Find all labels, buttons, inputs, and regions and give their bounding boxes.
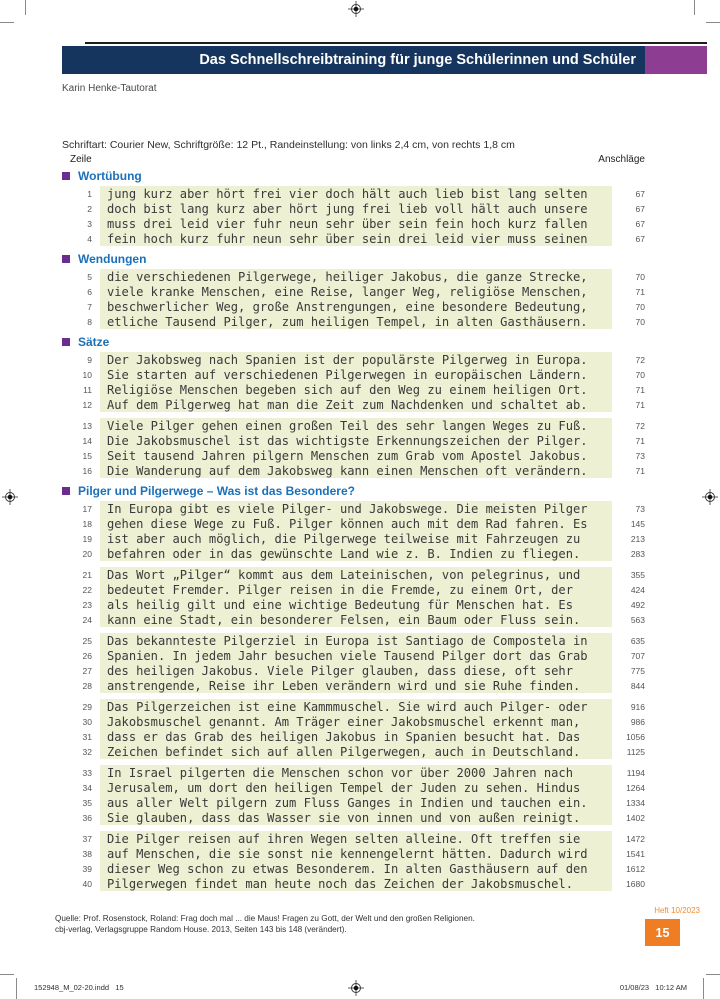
line-text: auf Menschen, die sie sonst nie kennengelernt hätten. Dadurch wird (100, 846, 612, 861)
line-number: 35 (82, 797, 92, 808)
line-number: 38 (82, 848, 92, 859)
page-number: 15 (655, 925, 670, 940)
line-row (62, 876, 645, 891)
registration-mark-icon (702, 489, 718, 505)
stroke-count: 71 (635, 399, 645, 410)
line-number: 39 (82, 863, 92, 874)
stroke-count: 916 (630, 701, 645, 712)
line-row (62, 648, 645, 663)
page-number-badge (645, 919, 680, 946)
line-number: 34 (82, 782, 92, 793)
section-bullet-icon (62, 172, 70, 180)
line-number: 32 (82, 746, 92, 757)
exercise-section (62, 169, 645, 246)
issue-label: Heft 10/2023 (654, 906, 700, 915)
stroke-count: 71 (635, 384, 645, 395)
section-title: Wendungen (78, 252, 147, 266)
stroke-count: 424 (630, 584, 645, 595)
registration-mark-icon (348, 1, 364, 17)
stroke-count: 1402 (626, 812, 645, 823)
line-text: aus aller Welt pilgern zum Fluss Ganges in Indien und tauchen ein. (100, 795, 612, 810)
line-text: Seit tausend Jahren pilgern Menschen zum Grab vom Apostel Jakobus. (100, 448, 612, 463)
source-line-1: Quelle: Prof. Rosenstock, Roland: Frag doch mal ... die Maus! Fragen zu Gott, der Welt und den großen Religionen. (55, 914, 475, 923)
line-row (62, 352, 645, 367)
line-number: 40 (82, 878, 92, 889)
line-number: 28 (82, 680, 92, 691)
line-row (62, 744, 645, 759)
stroke-count: 73 (635, 450, 645, 461)
line-text: anstrengende, Reise ihr Leben verändern wird und sie Ruhe finden. (100, 678, 612, 693)
line-number: 29 (82, 701, 92, 712)
line-row (62, 269, 645, 284)
line-text: als heilig gilt und eine wichtige Bedeutung für Menschen hat. Es (100, 597, 612, 612)
stroke-count: 775 (630, 665, 645, 676)
column-header-zeile: Zeile (70, 154, 92, 165)
stroke-count: 1264 (626, 782, 645, 793)
stroke-count: 1194 (626, 767, 645, 778)
crop-mark (0, 22, 14, 23)
line-row (62, 216, 645, 231)
line-number: 14 (82, 435, 92, 446)
line-number: 27 (82, 665, 92, 676)
crop-mark (706, 22, 720, 23)
line-number: 11 (83, 384, 92, 395)
line-group (62, 501, 645, 561)
line-row (62, 795, 645, 810)
line-text: gehen diese Wege zu Fuß. Pilger können auch mit dem Rad fahren. Es (100, 516, 612, 531)
line-row (62, 531, 645, 546)
line-row (62, 678, 645, 693)
footer-datetime: 01/08/23 10:12 AM (619, 983, 687, 992)
line-text: kann eine Stadt, ein besonderer Felsen, ein Baum oder Fluss sein. (100, 612, 612, 627)
line-row (62, 186, 645, 201)
line-row (62, 433, 645, 448)
line-number: 4 (87, 233, 92, 244)
line-text: Das bekannteste Pilgerziel in Europa ist Santiago de Compostela in (100, 633, 612, 648)
stroke-count: 67 (635, 233, 645, 244)
section-header (62, 484, 645, 498)
line-row (62, 418, 645, 433)
line-text: befahren oder in das gewünschte Land wie z. B. Indien zu fliegen. (100, 546, 612, 561)
line-text: In Europa gibt es viele Pilger- und Jakobswege. Die meisten Pilger (100, 501, 612, 516)
line-row (62, 780, 645, 795)
line-number: 5 (87, 271, 92, 282)
line-group (62, 831, 645, 891)
stroke-count: 1472 (626, 833, 645, 844)
line-text: jung kurz aber hört frei vier doch hält auch lieb bist lang selten (100, 186, 612, 201)
line-text: Spanien. In jedem Jahr besuchen viele Tausend Pilger dort das Grab (100, 648, 612, 663)
stroke-count: 70 (635, 369, 645, 380)
section-title: Sätze (78, 335, 110, 349)
line-row (62, 567, 645, 582)
stroke-count: 283 (630, 548, 645, 559)
section-bullet-icon (62, 255, 70, 263)
stroke-count: 844 (630, 680, 645, 691)
column-headers (62, 154, 645, 165)
trim-rule (85, 42, 707, 44)
font-instruction: Schriftart: Courier New, Schriftgröße: 12 Pt., Randeinstellung: von links 2,4 cm, von rechts 1,8 cm (62, 139, 515, 151)
line-text: die verschiedenen Pilgerwege, heiliger Jakobus, die ganze Strecke, (100, 269, 612, 284)
section-header (62, 335, 645, 349)
line-number: 37 (82, 833, 92, 844)
line-number: 3 (87, 218, 92, 229)
prepress-footer (0, 983, 720, 999)
stroke-count: 72 (635, 354, 645, 365)
exercise-section (62, 335, 645, 478)
line-row (62, 831, 645, 846)
line-number: 9 (87, 354, 92, 365)
line-row (62, 463, 645, 478)
line-text: Das Pilgerzeichen ist eine Kammmuschel. Sie wird auch Pilger- oder (100, 699, 612, 714)
crop-mark (25, 0, 26, 15)
line-text: Sie glauben, dass das Wasser sie von innen und von außen reinigt. (100, 810, 612, 825)
line-number: 33 (82, 767, 92, 778)
stroke-count: 1125 (626, 746, 645, 757)
line-row (62, 765, 645, 780)
line-text: Das Wort „Pilger“ kommt aus dem Lateinischen, von pelegrinus, und (100, 567, 612, 582)
line-row (62, 448, 645, 463)
stroke-count: 1612 (626, 863, 645, 874)
stroke-count: 67 (635, 218, 645, 229)
source-line-2: cbj-verlag, Verlagsgruppe Random House. 2013, Seiten 143 bis 148 (verändert). (55, 925, 347, 935)
line-text: beschwerlicher Weg, große Anstrengungen, eine besondere Bedeutung, (100, 299, 612, 314)
line-number: 16 (82, 465, 92, 476)
line-row (62, 612, 645, 627)
line-text: Die Wanderung auf dem Jakobsweg kann einen Menschen oft verändern. (100, 463, 612, 478)
stroke-count: 73 (635, 503, 645, 514)
line-row (62, 729, 645, 744)
line-number: 24 (82, 614, 92, 625)
line-text: Zeichen befindet sich auf allen Pilgerwegen, auch in Deutschland. (100, 744, 612, 759)
line-text: des heiligen Jakobus. Viele Pilger glauben, dass diese, oft sehr (100, 663, 612, 678)
source-note (55, 913, 475, 936)
line-group (62, 418, 645, 478)
line-text: Auf dem Pilgerweg hat man die Zeit zum Nachdenken und schaltet ab. (100, 397, 612, 412)
line-number: 13 (82, 420, 92, 431)
line-row (62, 516, 645, 531)
line-group (62, 765, 645, 825)
line-text: Religiöse Menschen begeben sich auf den Weg zu einem heiligen Ort. (100, 382, 612, 397)
line-number: 20 (82, 548, 92, 559)
column-header-anschlaege: Anschläge (598, 154, 645, 165)
line-text: dass er das Grab des heiligen Jakobus in Spanien besucht hat. Das (100, 729, 612, 744)
stroke-count: 70 (635, 316, 645, 327)
stroke-count: 1541 (626, 848, 645, 859)
line-row (62, 299, 645, 314)
line-row (62, 367, 645, 382)
line-group (62, 352, 645, 412)
line-text: Die Pilger reisen auf ihren Wegen selten alleine. Oft treffen sie (100, 831, 612, 846)
stroke-count: 71 (635, 286, 645, 297)
line-text: bedeutet Fremder. Pilger reisen in die Fremde, zu einem Ort, der (100, 582, 612, 597)
line-number: 15 (82, 450, 92, 461)
line-group (62, 269, 645, 329)
stroke-count: 72 (635, 420, 645, 431)
line-group (62, 186, 645, 246)
line-row (62, 382, 645, 397)
line-text: ist aber auch möglich, die Pilgerwege teilweise mit Fahrzeugen zu (100, 531, 612, 546)
line-number: 12 (82, 399, 92, 410)
title-bar-accent (645, 46, 707, 74)
section-header (62, 252, 645, 266)
line-row (62, 397, 645, 412)
line-text: Sie starten auf verschiedenen Pilgerwegen in europäischen Ländern. (100, 367, 612, 382)
line-text: etliche Tausend Pilger, zum heiligen Tempel, in alten Gasthäusern. (100, 314, 612, 329)
line-row (62, 663, 645, 678)
line-text: doch bist lang kurz aber hört jung frei lieb voll hält auch unsere (100, 201, 612, 216)
line-row (62, 231, 645, 246)
line-row (62, 582, 645, 597)
stroke-count: 1056 (626, 731, 645, 742)
stroke-count: 67 (635, 203, 645, 214)
exercise-section (62, 252, 645, 329)
stroke-count: 145 (630, 518, 645, 529)
line-number: 23 (82, 599, 92, 610)
line-row (62, 699, 645, 714)
line-row (62, 846, 645, 861)
line-number: 19 (82, 533, 92, 544)
line-text: Jakobsmuschel genannt. Am Träger einer Jakobsmuschel erkennt man, (100, 714, 612, 729)
line-number: 2 (87, 203, 92, 214)
stroke-count: 563 (630, 614, 645, 625)
stroke-count: 70 (635, 271, 645, 282)
line-number: 26 (82, 650, 92, 661)
line-text: Der Jakobsweg nach Spanien ist der populärste Pilgerweg in Europa. (100, 352, 612, 367)
page-content (62, 46, 645, 897)
line-number: 8 (87, 316, 92, 327)
line-number: 36 (82, 812, 92, 823)
section-bullet-icon (62, 338, 70, 346)
stroke-count: 1680 (626, 878, 645, 889)
line-row (62, 546, 645, 561)
line-row (62, 714, 645, 729)
line-text: In Israel pilgerten die Menschen schon vor über 2000 Jahren nach (100, 765, 612, 780)
stroke-count: 1334 (626, 797, 645, 808)
line-row (62, 597, 645, 612)
line-number: 17 (82, 503, 92, 514)
line-row (62, 201, 645, 216)
line-number: 21 (82, 569, 92, 580)
exercise-sections (62, 169, 645, 891)
line-number: 1 (87, 188, 92, 199)
line-row (62, 314, 645, 329)
footer-filename: 152948_M_02-20.indd 15 (34, 983, 124, 992)
stroke-count: 67 (635, 188, 645, 199)
section-title: Wortübung (78, 169, 142, 183)
line-number: 30 (82, 716, 92, 727)
crop-mark (0, 974, 14, 975)
stroke-count: 70 (635, 301, 645, 312)
line-text: Pilgerwegen findet man heute noch das Zeichen der Jakobsmuschel. (100, 876, 612, 891)
section-header (62, 169, 645, 183)
line-number: 7 (87, 301, 92, 312)
line-group (62, 633, 645, 693)
stroke-count: 492 (630, 599, 645, 610)
stroke-count: 213 (630, 533, 645, 544)
line-text: Viele Pilger gehen einen großen Teil des sehr langen Weges zu Fuß. (100, 418, 612, 433)
line-text: muss drei leid vier fuhr neun sehr über sein fein hoch kurz fallen (100, 216, 612, 231)
line-text: fein hoch kurz fuhr neun sehr über sein drei leid vier muss seinen (100, 231, 612, 246)
line-text: viele kranke Menschen, eine Reise, langer Weg, religiöse Menschen, (100, 284, 612, 299)
page-title: Das Schnellschreibtraining für junge Schülerinnen und Schüler (62, 46, 645, 74)
registration-mark-icon (2, 489, 18, 505)
line-row (62, 633, 645, 648)
line-text: Jerusalem, um dort den heiligen Tempel der Juden zu sehen. Hindus (100, 780, 612, 795)
title-bar (62, 46, 707, 74)
stroke-count: 71 (635, 465, 645, 476)
line-number: 6 (87, 286, 92, 297)
line-row (62, 501, 645, 516)
stroke-count: 71 (635, 435, 645, 446)
section-title: Pilger und Pilgerwege – Was ist das Besondere? (78, 484, 355, 498)
line-number: 25 (82, 635, 92, 646)
line-row (62, 810, 645, 825)
line-group (62, 567, 645, 627)
line-text: Die Jakobsmuschel ist das wichtigste Erkennungszeichen der Pilger. (100, 433, 612, 448)
stroke-count: 355 (630, 569, 645, 580)
line-number: 18 (82, 518, 92, 529)
line-text: dieser Weg schon zu etwas Besonderem. In alten Gasthäusern auf den (100, 861, 612, 876)
author-name: Karin Henke-Tautorat (62, 83, 157, 94)
crop-mark (694, 0, 695, 15)
stroke-count: 635 (630, 635, 645, 646)
section-bullet-icon (62, 487, 70, 495)
line-row (62, 284, 645, 299)
line-group (62, 699, 645, 759)
line-number: 31 (82, 731, 92, 742)
stroke-count: 986 (630, 716, 645, 727)
exercise-section (62, 484, 645, 891)
line-number: 10 (82, 369, 92, 380)
crop-mark (706, 974, 720, 975)
line-row (62, 861, 645, 876)
stroke-count: 707 (630, 650, 645, 661)
line-number: 22 (82, 584, 92, 595)
